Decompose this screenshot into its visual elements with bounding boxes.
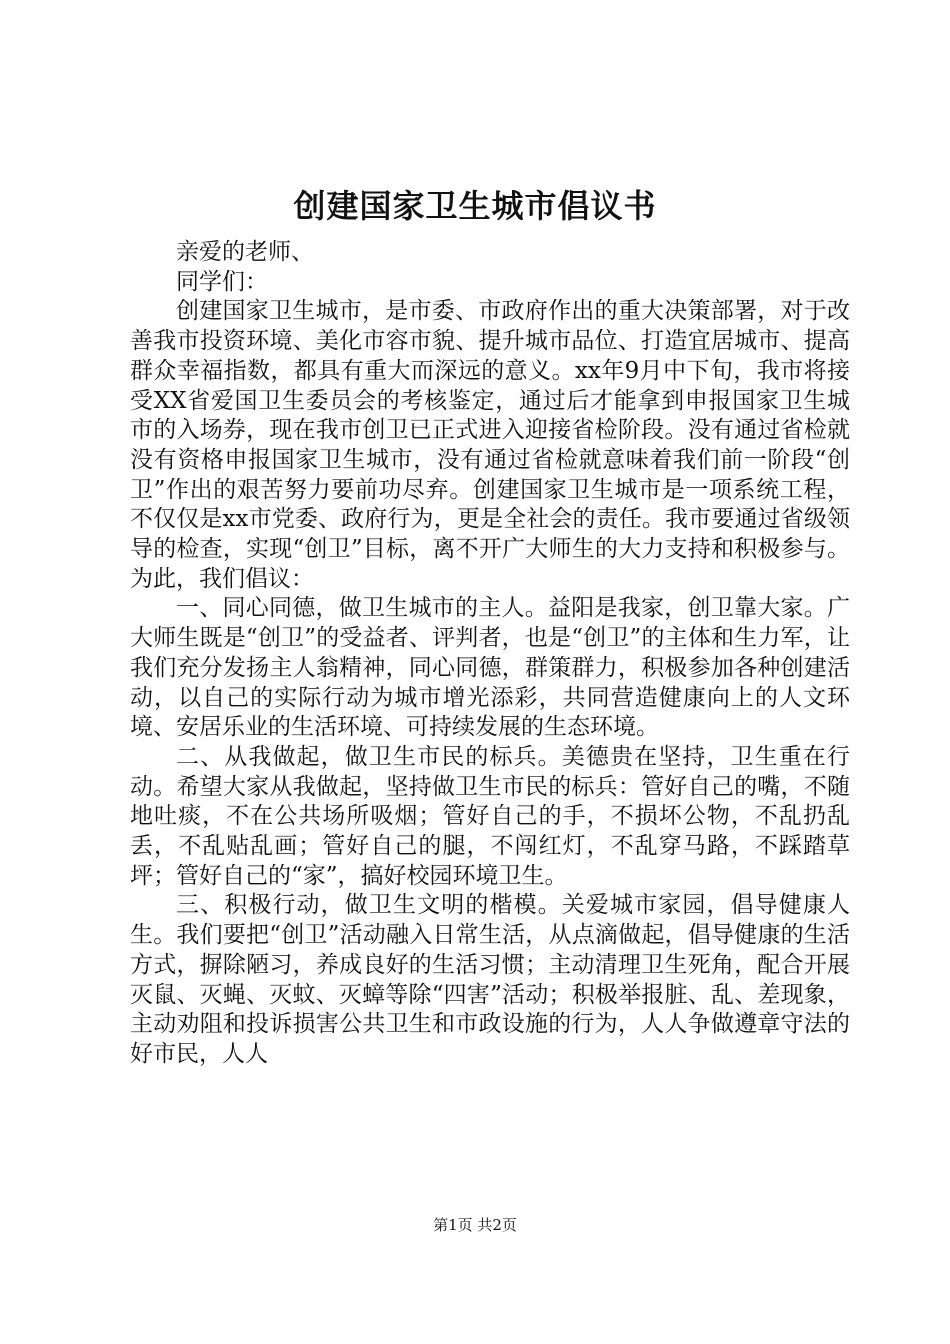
page-number-footer: 第1页 共2页 [433, 1216, 517, 1234]
document-body [130, 238, 850, 1070]
salutation-line-1: 亲爱的老师、 [176, 239, 314, 265]
paragraph-point-1: 一、同心同德，做卫生城市的主人。益阳是我家，创卫靠大家。广大师生既是“创卫”的受益者、评判者，也是“创卫”的主体和生力军，让我们充分发扬主人翁精神，同心同德，群策群力，积极参加各种创建活动，以自己的实际行动为城市增光添彩，共同营造健康向上的人文环境、安居乐业的生活环境、可持续发展的生态环境。 [130, 595, 850, 741]
paragraph-intro: 创建国家卫生城市，是市委、市政府作出的重大决策部署，对于改善我市投资环境、美化市容市貌、提升城市品位、打造宜居城市、提高群众幸福指数，都具有重大而深远的意义。xx年9月中下旬，我市将接受XX省爱国卫生委员会的考核鉴定，通过后才能拿到申报国家卫生城市的入场券，现在我市创卫已正式进入迎接省检阶段。没有通过省检就没有资格申报国家卫生城市，没有通过省检就意味着我们前一阶段“创卫”作出的艰苦努力要前功尽弃。创建国家卫生城市是一项系统工程，不仅仅是xx市党委、政府行为，更是全社会的责任。我市要通过省级领导的检查，实现“创卫”目标，离不开广大师生的大力支持和积极参与。为此，我们倡议： [130, 298, 850, 592]
paragraph-point-3: 三、积极行动，做卫生文明的楷模。关爱城市家园，倡导健康人生。我们要把“创卫”活动融入日常生活，从点滴做起，倡导健康的生活方式，摒除陋习，养成良好的生活习惯；主动清理卫生死角，配合开展灭鼠、灭蝇、灭蚊、灭蟑等除“四害”活动；积极举报脏、乱、差现象，主动劝阻和投诉损害公共卫生和市政设施的行为，人人争做遵章守法的好市民，人人 [130, 892, 850, 1067]
document-title: 创建国家卫生城市倡议书 [293, 187, 657, 225]
paragraph-point-2: 二、从我做起，做卫生市民的标兵。美德贵在坚持，卫生重在行动。希望大家从我做起，坚持做卫生市民的标兵：管好自己的嘴，不随地吐痰，不在公共场所吸烟；管好自己的手，不损坏公物，不乱扔乱丢，不乱贴乱画；管好自己的腿，不闯红灯，不乱穿马路，不踩踏草坪；管好自己的“家”，搞好校园环境卫生。 [130, 743, 850, 889]
salutation-line-2: 同学们： [176, 268, 268, 295]
